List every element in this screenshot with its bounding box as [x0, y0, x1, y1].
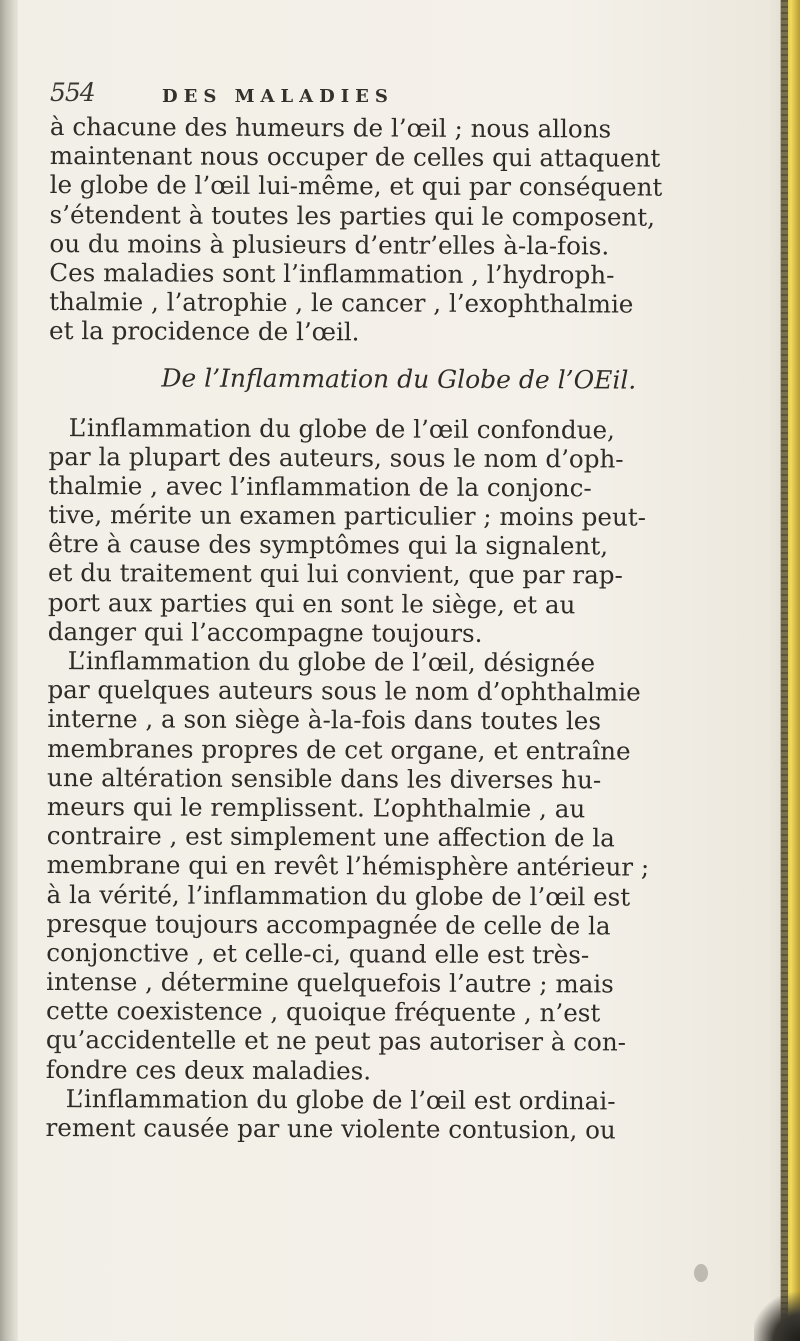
- text-line-body-18: presque toujours accompagnée de celle de la: [46, 908, 611, 941]
- text-line-body-15: contraire , est simplement une affection de la: [46, 821, 615, 853]
- text-line-body-22: qu’accidentelle et ne peut pas autoriser à con-: [45, 1025, 627, 1057]
- ink-smudge: [694, 1264, 708, 1282]
- document-text: [46, 112, 750, 1145]
- bottom-corner-shadow: [754, 1289, 800, 1341]
- text-line-body-7: port aux parties qui en sont le siège, et au: [47, 587, 576, 619]
- text-line-body-16: membrane qui en revêt l’hémisphère antérieur ;: [46, 850, 650, 882]
- text-line-body-3: thalmie , avec l’inflammation de la conjonc-: [48, 470, 592, 503]
- text-line-body-25: rement causée par une violente contusion, ou: [45, 1112, 616, 1145]
- text-line-body-5: être à cause des symptômes qui la signalent,: [48, 529, 609, 561]
- text-line-body-20: intense , détermine quelquefois l’autre ; mais: [46, 967, 614, 999]
- page-header: [50, 78, 740, 108]
- text-line-body-13: une altération sensible dans les diverses hu-: [47, 762, 602, 795]
- text-line-body-23: fondre ces deux maladies.: [45, 1054, 372, 1086]
- text-line-intro-3: le globe de l’œil lui-même, et qui par conséquent: [49, 170, 663, 203]
- text-line-body-21: cette coexistence , quoique fréquente , n’est: [46, 996, 601, 1028]
- text-line-intro-7: thalmie , l’atrophie , le cancer , l’exophthalmie: [49, 287, 634, 319]
- text-line-intro-1: à chacune des humeurs de l’œil ; nous allons: [49, 112, 612, 144]
- text-line-body-12: membranes propres de cet organe, et entraîne: [47, 733, 631, 766]
- text-line-intro-8: et la procidence de l’œil.: [48, 316, 360, 347]
- section-title: De l’Inflammation du Globe de l’OEil.: [161, 362, 637, 395]
- text-line-body-1: L’inflammation du globe de l’œil confondue,: [68, 412, 615, 444]
- running-title: DES MALADIES: [162, 86, 394, 107]
- text-line-intro-4: s’étendent à toutes les parties qui le composent,: [49, 199, 656, 232]
- text-line-body-17: à la vérité, l’inflammation du globe de l’œil est: [46, 879, 631, 912]
- right-binding-edge: [781, 0, 788, 1341]
- text-line-intro-2: maintenant nous occuper de celles qui attaquent: [49, 141, 661, 173]
- text-line-body-19: conjonctive , et celle-ci, quand elle est très-: [46, 937, 590, 970]
- text-line-intro-5: ou du moins à plusieurs d’entr’elles à-la-fois.: [49, 228, 610, 261]
- page-number: 554: [50, 78, 95, 107]
- text-line-body-10: par quelques auteurs sous le nom d’ophthalmie: [47, 675, 641, 707]
- text-line-body-24: L’inflammation du globe de l’œil est ordinai-: [65, 1083, 616, 1116]
- text-line-intro-6: Ces maladies sont l’inflammation , l’hydroph-: [49, 257, 615, 290]
- text-line-body-2: par la plupart des auteurs, sous le nom d’oph-: [48, 441, 624, 474]
- text-line-body-14: meurs qui le remplissent. L’ophthalmie , au: [46, 791, 586, 824]
- text-line-body-11: interne , a son siège à-la-fois dans toutes les: [47, 704, 602, 736]
- left-page-shadow: [0, 0, 18, 1341]
- text-line-body-6: et du traitement qui lui convient, que par rap-: [47, 558, 623, 590]
- text-line-body-9: L’inflammation du globe de l’œil, désignée: [67, 646, 596, 678]
- text-line-body-8: danger qui l’accompagne toujours.: [47, 616, 483, 648]
- text-line-body-4: tive, mérite un examen particulier ; moins peut-: [48, 500, 647, 532]
